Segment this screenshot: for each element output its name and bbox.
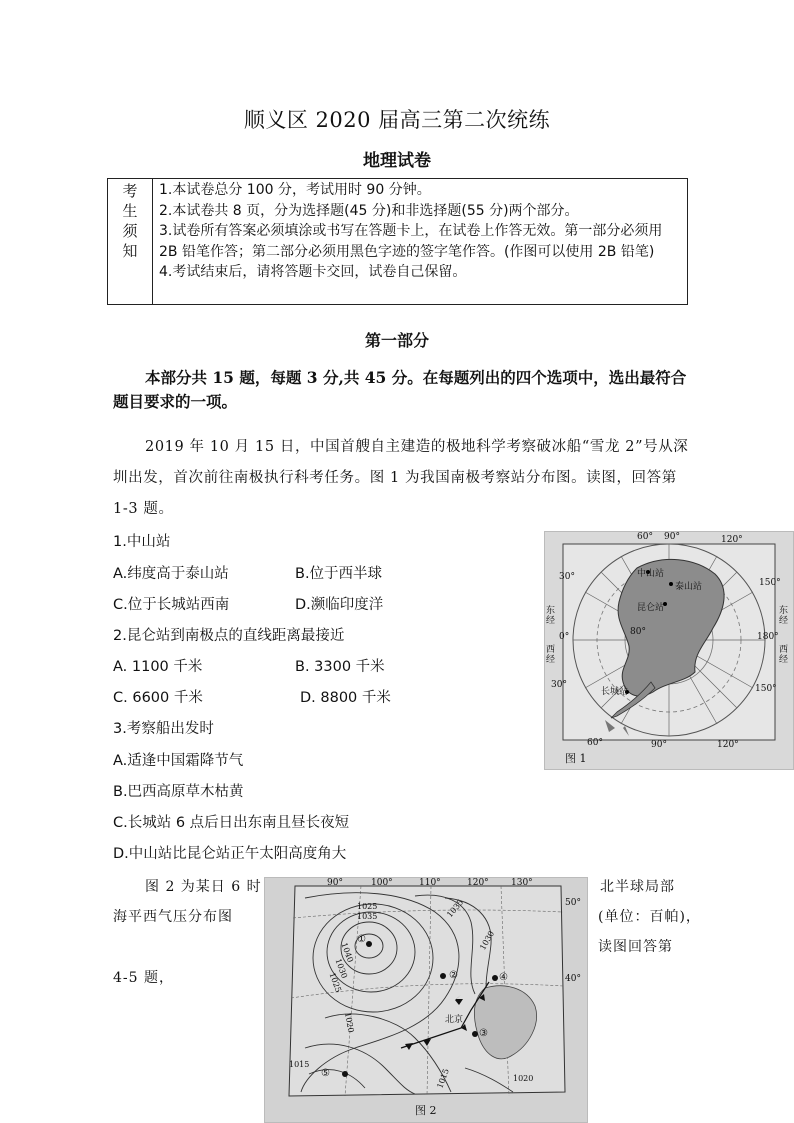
figure-2-caption: 图 2 [415,1104,437,1117]
station-label-kunlun: 昆仑站 [637,603,665,613]
notice-box [107,178,688,305]
point-marker: ⑤ [321,1068,330,1079]
fig2-lat-label: 40° [565,974,581,984]
fig1-lon-label: 120° [721,535,743,545]
question-stem: 1.中山站 [113,534,171,550]
option: C.位于长城站西南 [113,597,230,613]
isobar-label: 1030 [478,929,497,952]
fig2-intro-text: 4-5 题， [113,970,174,986]
isobar-label: 1020 [342,1011,356,1034]
notice-item: 2.本试卷共 8 页，分为选择题(45 分)和非选择题(55 分)两个部分。 [159,202,579,219]
fig1-hemisphere-label: 西经 [779,645,789,665]
fig2-lon-label: 100° [371,878,393,888]
fig1-lon-label: 30° [559,572,575,582]
notice-label-char: 须 [122,222,138,240]
fig1-lat-label: 80° [630,627,646,637]
fig2-intro-text: 读图回答第 [598,939,673,955]
question-stem: 2.昆仑站到南极点的直线距离最接近 [113,628,345,644]
question-intro: 2019 年 10 月 15 日，中国首艘自主建造的极地科学考察破冰船“雪龙 2”号从深圳出发，首次前往南极执行科考任务。图 1 为我国南极考察站分布图。读图，回答第 1-3 题。 [113,439,689,517]
option: B.巴西高原草木枯黄 [113,784,244,800]
page-subtitle: 地理试卷 [363,151,431,171]
fig2-lon-label: 120° [467,878,489,888]
isobar-label: 1030 [333,957,349,980]
fig1-lon-label: 150° [759,578,781,588]
page-title: 顺义区 2020 届高三第二次统练 [243,108,551,132]
option: D. 8800 千米 [300,690,391,706]
fig1-lon-label: 60° [587,738,603,748]
isobar-label: 1040 [339,941,355,964]
fig2-intro-text: 北半球局部 [600,879,675,895]
figure-1-antarctica-map [544,531,794,770]
point-marker: ② [449,970,458,981]
notice-item: 1.本试卷总分 100 分，考试用时 90 分钟。 [159,182,431,198]
fig1-hemisphere-label: 西经 [546,645,556,665]
fig2-lon-label: 130° [511,878,533,888]
isobar-label: 1035 [357,912,378,921]
antarctica-map-svg [545,532,793,769]
fig2-lat-label: 50° [565,898,581,908]
notice-item: 3.试卷所有答案必须填涂或书写在答题卡上，在试卷上作答无效。第一部分必须用 2B 铅笔作答；第二部分必须用黑色字迹的签字笔作答。(作图可以使用 2B 铅笔) [159,223,663,260]
point-marker: ④ [499,972,508,983]
notice-label-char: 生 [122,202,138,220]
section-instructions: 本部分共 15 题，每题 3 分,共 45 分。在每题列出的四个选项中，选出最符合题目要求的一项。 [113,368,687,411]
option: A. 1100 千米 [113,659,203,675]
station-label-zhongshan: 中山站 [637,569,665,579]
fig1-lon-label: 90° [664,532,680,542]
notice-label [108,179,153,304]
option: B.位于西半球 [295,566,383,582]
part-heading: 第一部分 [364,331,429,350]
fig1-lon-label: 90° [651,740,667,750]
notice-items [153,179,687,304]
figure-1-caption: 图 1 [565,752,587,765]
option: D.中山站比昆仑站正午太阳高度角大 [113,846,347,862]
isobar-label: 1025 [357,902,378,911]
option: C.长城站 6 点后日出东南且昼长夜短 [113,815,350,831]
point-marker: ③ [479,1028,488,1039]
option: D.濒临印度洋 [295,597,384,613]
isobar-label: 1015 [289,1060,310,1069]
option: C. 6600 千米 [113,690,203,706]
station-label-changcheng: 长城站 [601,687,629,697]
fig2-lon-label: 110° [419,878,441,888]
fig2-intro-text: 图 2 为某日 6 时 [145,879,262,895]
city-label-beijing: 北京 [445,1015,464,1025]
figure-2-pressure-map [264,877,588,1123]
isobar-label: 1015 [435,1067,451,1090]
fig1-lon-label: 30° [551,680,567,690]
fig1-lon-label: 180° [757,632,779,642]
station-dot [669,582,673,586]
option: A.适逢中国霜降节气 [113,753,244,769]
fig1-lon-label: 60° [637,532,653,542]
fig2-intro-text: 海平西气压分布图 [113,909,233,925]
notice-label-char: 知 [122,242,138,260]
question-stem: 3.考察船出发时 [113,721,214,737]
fig1-lon-label: 150° [755,684,777,694]
fig2-lon-label: 90° [327,878,343,888]
fig2-intro-text: (单位：百帕)， [598,909,701,925]
notice-label-char: 考 [122,182,138,200]
isobar-label: 1020 [513,1074,534,1083]
option: B. 3300 千米 [295,659,385,675]
fig1-lon-label: 0° [559,632,570,642]
fig1-hemisphere-label: 东经 [779,606,789,626]
fig1-lon-label: 120° [717,740,739,750]
option: A.纬度高于泰山站 [113,566,229,582]
pressure-map-svg [265,878,587,1122]
point-marker: ① [357,934,366,945]
isobar-label: 1025 [327,971,343,994]
notice-item: 4.考试结束后，请将答题卡交回，试卷自己保留。 [159,264,467,280]
isobar-label: 1035 [445,897,466,920]
station-label-taishan: 泰山站 [675,582,703,592]
fig1-hemisphere-label: 东经 [546,606,556,626]
